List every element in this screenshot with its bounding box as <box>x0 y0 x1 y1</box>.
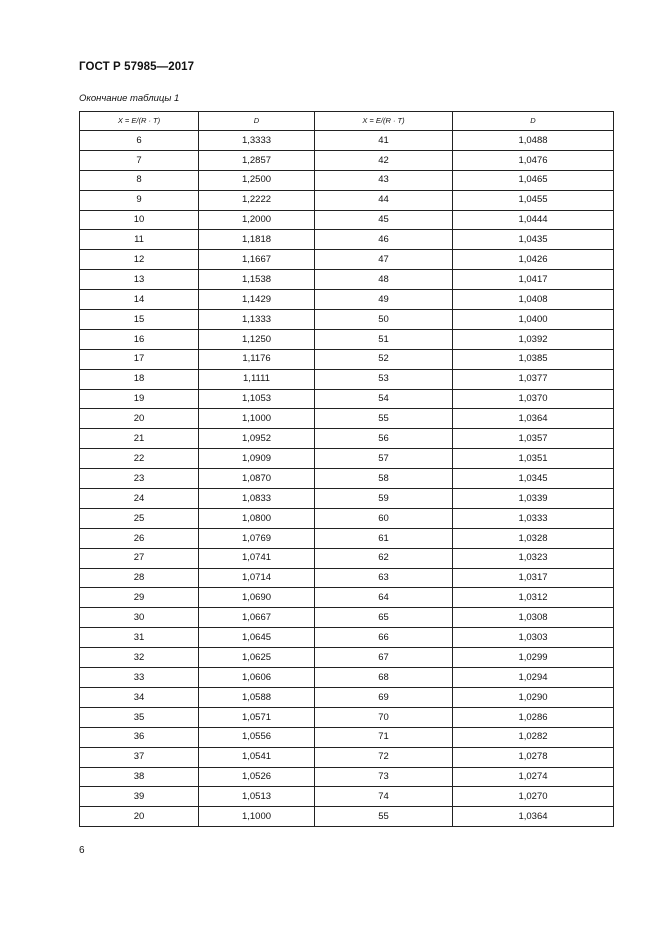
cell-d-left: 1,0541 <box>199 747 315 767</box>
cell-x-left: 19 <box>80 389 199 409</box>
cell-d-left: 1,0833 <box>199 489 315 509</box>
cell-x-right: 61 <box>315 528 453 548</box>
cell-d-left: 1,0909 <box>199 449 315 469</box>
cell-d-right: 1,0488 <box>453 131 614 151</box>
column-header-d-left: D <box>199 112 315 131</box>
cell-d-right: 1,0299 <box>453 648 614 668</box>
cell-x-right: 59 <box>315 489 453 509</box>
cell-x-right: 54 <box>315 389 453 409</box>
table-row <box>80 329 614 349</box>
cell-d-right: 1,0351 <box>453 449 614 469</box>
cell-d-right: 1,0303 <box>453 628 614 648</box>
cell-d-right: 1,0435 <box>453 230 614 250</box>
table-caption: Окончание таблицы 1 <box>79 93 180 104</box>
cell-x-left: 12 <box>80 250 199 270</box>
cell-x-left: 39 <box>80 787 199 807</box>
cell-x-left: 34 <box>80 687 199 707</box>
cell-x-right: 49 <box>315 290 453 310</box>
cell-x-left: 20 <box>80 807 199 827</box>
cell-x-right: 58 <box>315 469 453 489</box>
cell-d-left: 1,0714 <box>199 568 315 588</box>
cell-x-left: 8 <box>80 170 199 190</box>
cell-d-right: 1,0333 <box>453 508 614 528</box>
cell-x-left: 13 <box>80 270 199 290</box>
table-row <box>80 588 614 608</box>
cell-d-right: 1,0286 <box>453 707 614 727</box>
cell-d-right: 1,0274 <box>453 767 614 787</box>
cell-x-right: 46 <box>315 230 453 250</box>
cell-x-left: 38 <box>80 767 199 787</box>
cell-x-left: 18 <box>80 369 199 389</box>
cell-x-right: 66 <box>315 628 453 648</box>
column-header-x-left: X = E/(R · T) <box>80 112 199 131</box>
cell-x-left: 7 <box>80 150 199 170</box>
cell-d-left: 1,0571 <box>199 707 315 727</box>
cell-x-left: 29 <box>80 588 199 608</box>
cell-d-left: 1,1053 <box>199 389 315 409</box>
table-row <box>80 528 614 548</box>
cell-d-right: 1,0328 <box>453 528 614 548</box>
cell-d-right: 1,0455 <box>453 190 614 210</box>
cell-x-left: 35 <box>80 707 199 727</box>
column-header-x-right: X = E/(R · T) <box>315 112 453 131</box>
table-row <box>80 449 614 469</box>
cell-d-left: 1,1176 <box>199 349 315 369</box>
cell-x-left: 17 <box>80 349 199 369</box>
cell-d-right: 1,0392 <box>453 329 614 349</box>
cell-d-right: 1,0465 <box>453 170 614 190</box>
cell-d-left: 1,1333 <box>199 310 315 330</box>
cell-d-right: 1,0400 <box>453 310 614 330</box>
cell-d-left: 1,1250 <box>199 329 315 349</box>
cell-x-left: 31 <box>80 628 199 648</box>
cell-x-right: 64 <box>315 588 453 608</box>
table-row <box>80 389 614 409</box>
table-row <box>80 290 614 310</box>
cell-d-right: 1,0290 <box>453 687 614 707</box>
cell-d-right: 1,0282 <box>453 727 614 747</box>
cell-d-left: 1,1667 <box>199 250 315 270</box>
cell-x-left: 9 <box>80 190 199 210</box>
cell-d-left: 1,0513 <box>199 787 315 807</box>
cell-d-right: 1,0364 <box>453 409 614 429</box>
table-row <box>80 210 614 230</box>
cell-d-left: 1,0588 <box>199 687 315 707</box>
cell-x-right: 42 <box>315 150 453 170</box>
cell-x-left: 14 <box>80 290 199 310</box>
cell-x-left: 24 <box>80 489 199 509</box>
cell-d-left: 1,2222 <box>199 190 315 210</box>
cell-x-left: 37 <box>80 747 199 767</box>
cell-d-right: 1,0426 <box>453 250 614 270</box>
cell-x-left: 23 <box>80 469 199 489</box>
cell-d-left: 1,0690 <box>199 588 315 608</box>
cell-x-right: 62 <box>315 548 453 568</box>
cell-d-right: 1,0294 <box>453 668 614 688</box>
cell-x-right: 74 <box>315 787 453 807</box>
cell-x-right: 47 <box>315 250 453 270</box>
column-header-d-right: D <box>453 112 614 131</box>
cell-d-left: 1,2857 <box>199 150 315 170</box>
cell-x-right: 71 <box>315 727 453 747</box>
table-row <box>80 270 614 290</box>
cell-d-left: 1,0800 <box>199 508 315 528</box>
cell-d-left: 1,3333 <box>199 131 315 151</box>
table-row <box>80 170 614 190</box>
cell-x-left: 26 <box>80 528 199 548</box>
cell-x-right: 41 <box>315 131 453 151</box>
table-row <box>80 727 614 747</box>
cell-x-left: 28 <box>80 568 199 588</box>
cell-x-right: 69 <box>315 687 453 707</box>
cell-x-right: 45 <box>315 210 453 230</box>
cell-x-right: 68 <box>315 668 453 688</box>
table-row <box>80 489 614 509</box>
cell-x-right: 43 <box>315 170 453 190</box>
table-header <box>80 112 614 131</box>
cell-d-left: 1,1111 <box>199 369 315 389</box>
cell-x-right: 56 <box>315 429 453 449</box>
cell-x-right: 73 <box>315 767 453 787</box>
cell-x-left: 10 <box>80 210 199 230</box>
cell-x-left: 27 <box>80 548 199 568</box>
cell-d-left: 1,0645 <box>199 628 315 648</box>
table-row <box>80 628 614 648</box>
table-row <box>80 429 614 449</box>
cell-d-left: 1,0952 <box>199 429 315 449</box>
table-row <box>80 250 614 270</box>
cell-d-right: 1,0476 <box>453 150 614 170</box>
cell-d-left: 1,0741 <box>199 548 315 568</box>
cell-x-right: 60 <box>315 508 453 528</box>
table-row <box>80 668 614 688</box>
cell-d-right: 1,0345 <box>453 469 614 489</box>
cell-x-left: 16 <box>80 329 199 349</box>
header-row <box>80 112 614 131</box>
cell-x-right: 70 <box>315 707 453 727</box>
cell-x-right: 53 <box>315 369 453 389</box>
cell-x-right: 44 <box>315 190 453 210</box>
cell-d-right: 1,0270 <box>453 787 614 807</box>
table-row <box>80 349 614 369</box>
cell-d-left: 1,2000 <box>199 210 315 230</box>
cell-d-left: 1,1000 <box>199 409 315 429</box>
table-row <box>80 508 614 528</box>
cell-d-right: 1,0339 <box>453 489 614 509</box>
cell-d-left: 1,1818 <box>199 230 315 250</box>
cell-x-left: 21 <box>80 429 199 449</box>
cell-x-left: 25 <box>80 508 199 528</box>
cell-d-right: 1,0385 <box>453 349 614 369</box>
document-code: ГОСТ Р 57985—2017 <box>79 61 195 73</box>
table-row <box>80 190 614 210</box>
table-row <box>80 150 614 170</box>
cell-d-right: 1,0357 <box>453 429 614 449</box>
table-row <box>80 767 614 787</box>
table-row <box>80 568 614 588</box>
cell-d-right: 1,0278 <box>453 747 614 767</box>
cell-x-left: 22 <box>80 449 199 469</box>
table-row <box>80 648 614 668</box>
table-row <box>80 807 614 827</box>
cell-d-left: 1,2500 <box>199 170 315 190</box>
cell-x-left: 11 <box>80 230 199 250</box>
cell-x-right: 57 <box>315 449 453 469</box>
table-row <box>80 608 614 628</box>
cell-x-left: 6 <box>80 131 199 151</box>
cell-x-right: 55 <box>315 807 453 827</box>
table-row <box>80 707 614 727</box>
cell-x-left: 33 <box>80 668 199 688</box>
cell-x-left: 36 <box>80 727 199 747</box>
cell-d-right: 1,0408 <box>453 290 614 310</box>
cell-d-left: 1,0769 <box>199 528 315 548</box>
cell-x-right: 52 <box>315 349 453 369</box>
cell-d-left: 1,0526 <box>199 767 315 787</box>
cell-d-right: 1,0444 <box>453 210 614 230</box>
table-body <box>80 131 614 827</box>
cell-x-right: 51 <box>315 329 453 349</box>
table-row <box>80 747 614 767</box>
table-row <box>80 787 614 807</box>
cell-x-right: 50 <box>315 310 453 330</box>
cell-d-right: 1,0317 <box>453 568 614 588</box>
cell-d-right: 1,0370 <box>453 389 614 409</box>
cell-x-left: 15 <box>80 310 199 330</box>
cell-x-right: 67 <box>315 648 453 668</box>
table-row <box>80 469 614 489</box>
cell-x-right: 65 <box>315 608 453 628</box>
table-row <box>80 131 614 151</box>
cell-d-left: 1,1429 <box>199 290 315 310</box>
table-row <box>80 310 614 330</box>
cell-d-right: 1,0312 <box>453 588 614 608</box>
cell-d-right: 1,0308 <box>453 608 614 628</box>
cell-d-left: 1,0606 <box>199 668 315 688</box>
cell-x-right: 63 <box>315 568 453 588</box>
cell-x-right: 48 <box>315 270 453 290</box>
cell-d-right: 1,0323 <box>453 548 614 568</box>
data-table <box>79 111 614 827</box>
cell-d-right: 1,0377 <box>453 369 614 389</box>
cell-d-left: 1,1000 <box>199 807 315 827</box>
cell-x-right: 55 <box>315 409 453 429</box>
cell-x-left: 30 <box>80 608 199 628</box>
cell-d-left: 1,0667 <box>199 608 315 628</box>
table-row <box>80 548 614 568</box>
cell-d-left: 1,0625 <box>199 648 315 668</box>
cell-d-left: 1,1538 <box>199 270 315 290</box>
cell-x-left: 32 <box>80 648 199 668</box>
cell-d-left: 1,0870 <box>199 469 315 489</box>
cell-d-right: 1,0364 <box>453 807 614 827</box>
table-row <box>80 687 614 707</box>
cell-x-right: 72 <box>315 747 453 767</box>
page-number: 6 <box>79 845 85 856</box>
cell-d-left: 1,0556 <box>199 727 315 747</box>
cell-x-left: 20 <box>80 409 199 429</box>
table-row <box>80 369 614 389</box>
table-row <box>80 409 614 429</box>
table-row <box>80 230 614 250</box>
cell-d-right: 1,0417 <box>453 270 614 290</box>
